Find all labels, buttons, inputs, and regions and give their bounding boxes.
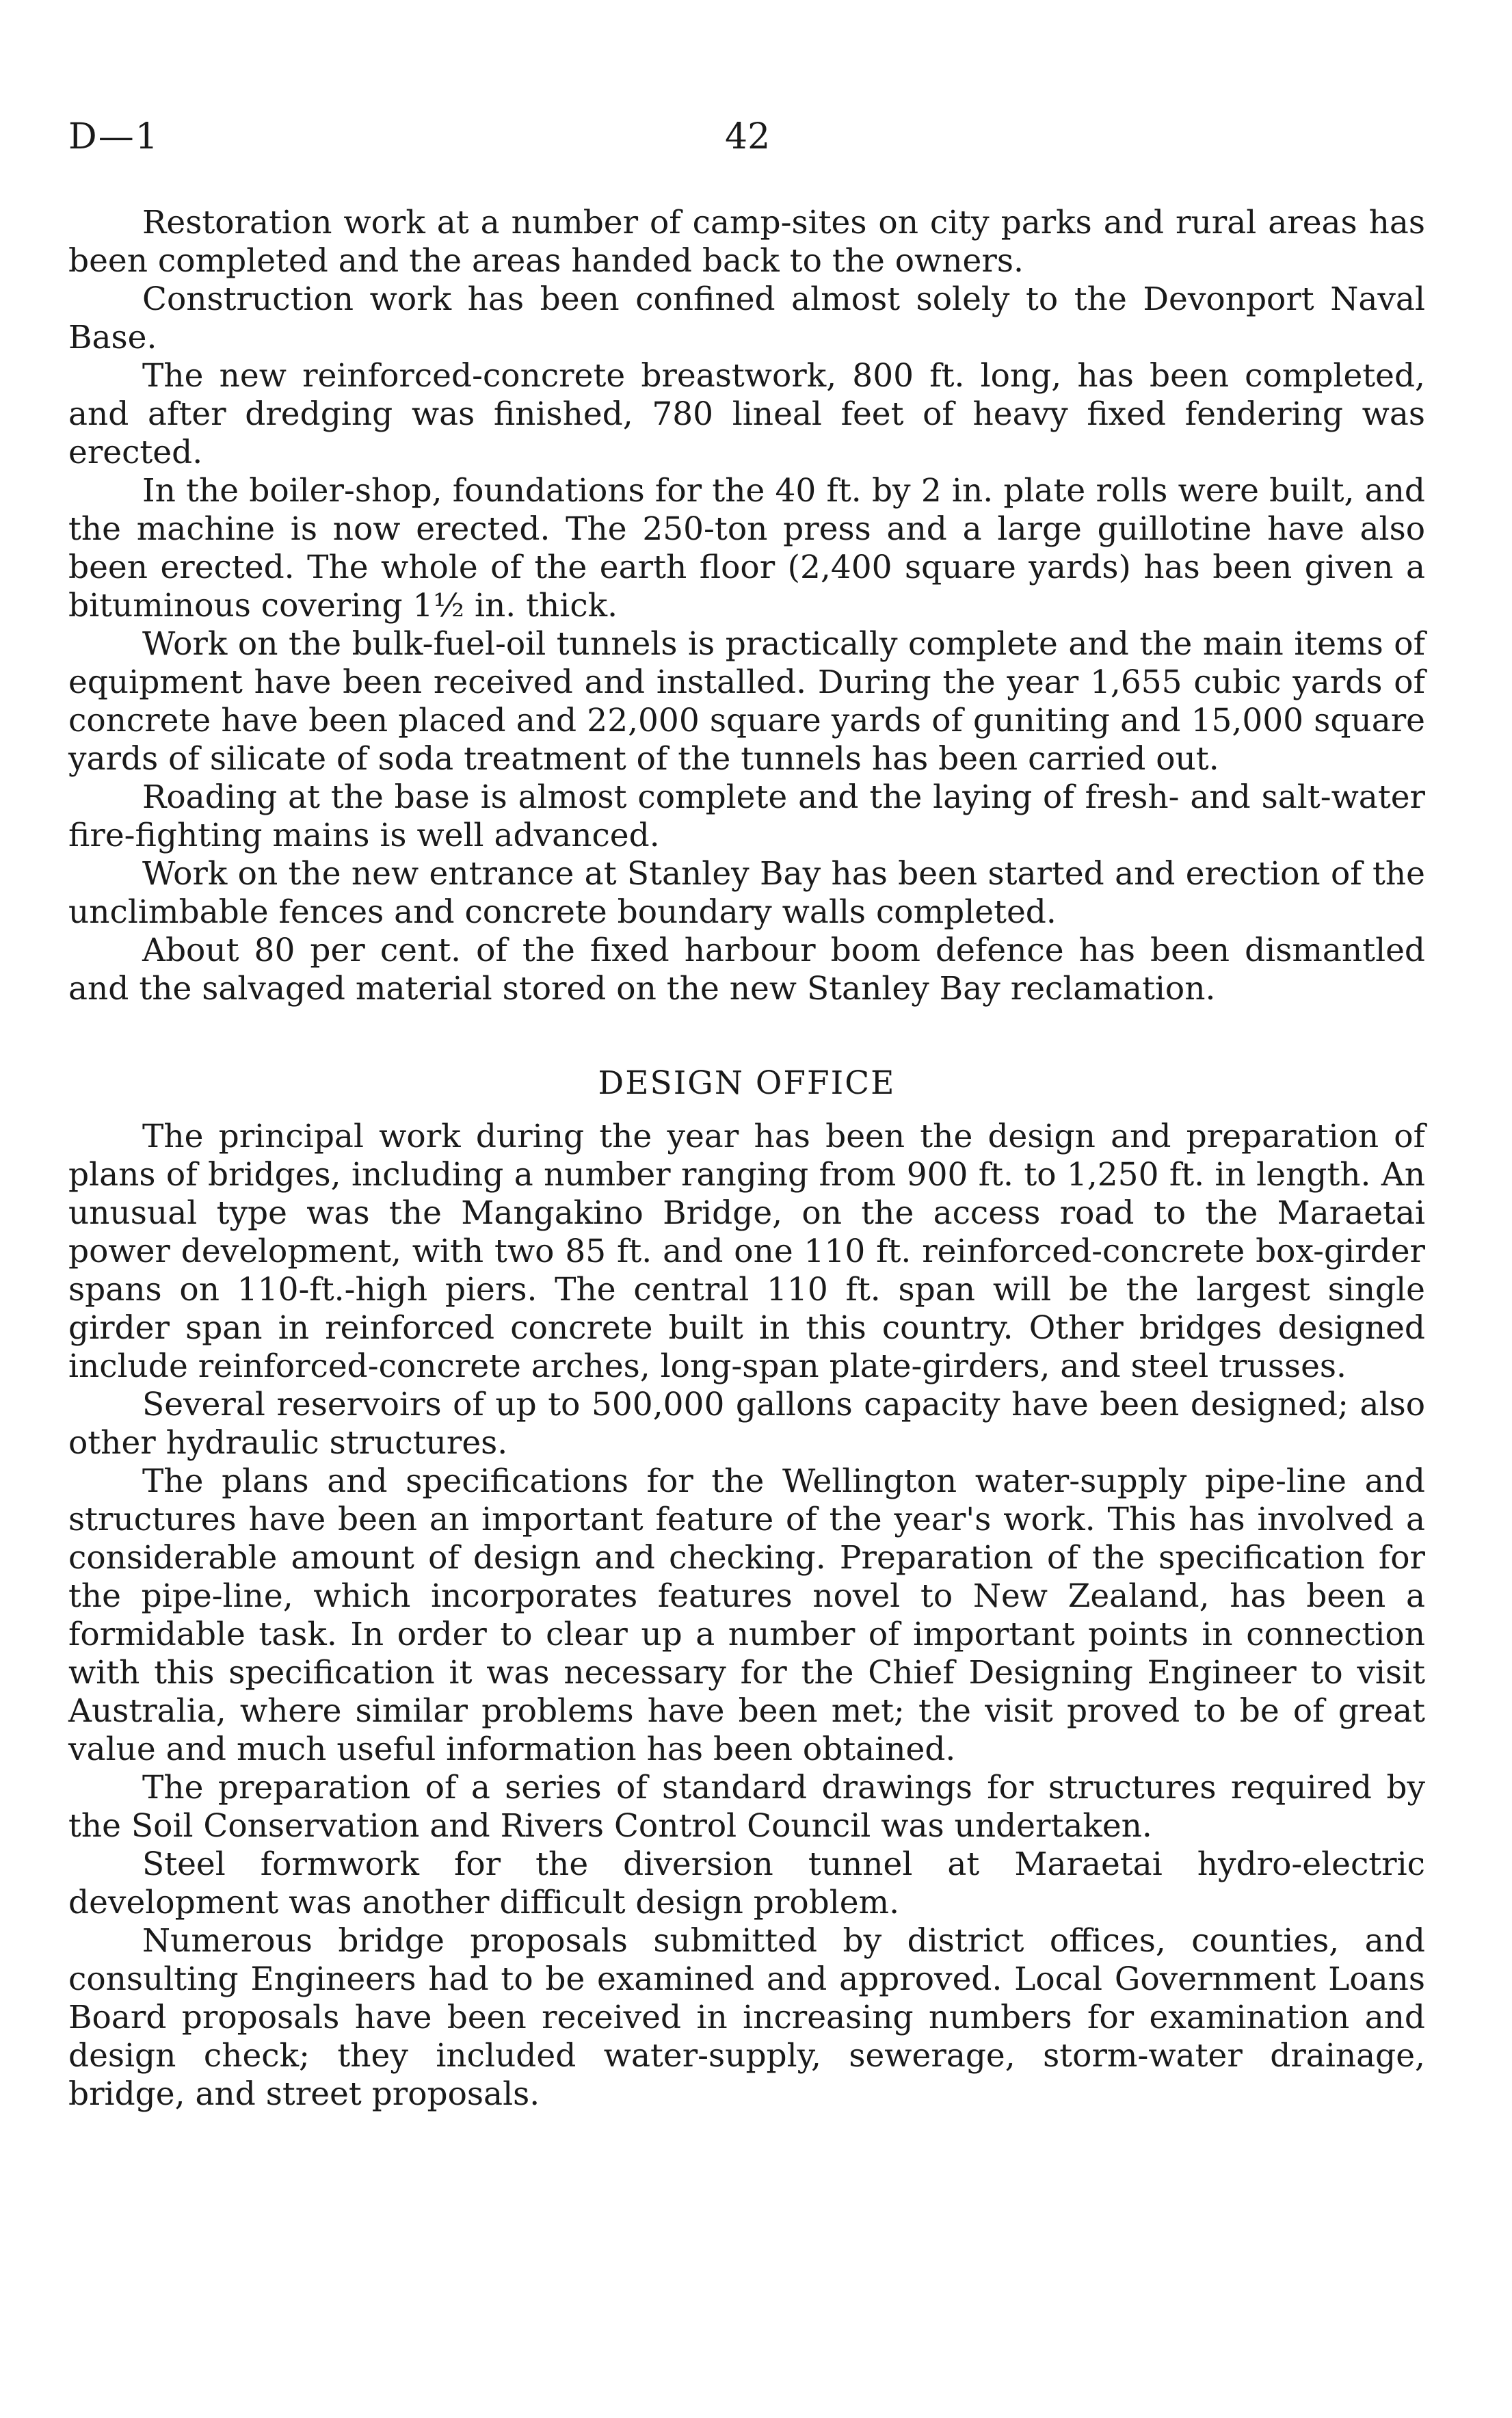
section-heading: DESIGN OFFICE [598, 1064, 896, 1102]
paragraph: The plans and specifications for the Wellington water-supply pipe-line and structures have been an important feature of the year's work. This has involved a considerable amount of design and checking. Preparation of the specification for the pipe-line, which incorporates features novel to New Zealand, has been a formidable task. In order to clear up a number of important points in connection with this specification it was necessary for the Chief Designing Engineer to visit Australia, where similar problems have been met; the visit proved to be of great value and much useful information has been obtained. [68, 1462, 1425, 1768]
paragraph: Restoration work at a number of camp-sites on city parks and rural areas has been completed and the areas handed back to the owners. [68, 204, 1425, 280]
paragraph: The preparation of a series of standard drawings for structures required by the Soil Conservation and Rivers Control Council was undertaken. [68, 1769, 1425, 1845]
paragraph: About 80 per cent. of the fixed harbour boom defence has been dismantled and the salvaged material stored on the new Stanley Bay reclamation. [68, 932, 1425, 1008]
page-number: 42 [725, 116, 771, 157]
paragraph: Construction work has been confined almost solely to the Devonport Naval Base. [68, 280, 1425, 356]
paragraph: Numerous bridge proposals submitted by district offices, counties, and consulting Engineers had to be examined and approved. Local Government Loans Board proposals have been received in increasing numbers for examination and design check; they included water-supply, sewerage, storm-water drainage, bridge, and street proposals. [68, 1922, 1425, 2113]
paragraph: In the boiler-shop, foundations for the 40 ft. by 2 in. plate rolls were built, and the machine is now erected. The 250-ton press and a large guillotine have also been erected. The whole of the earth floor (2,400 square yards) has been given a bituminous covering 1½ in. thick. [68, 472, 1425, 625]
body-text [68, 204, 1425, 2114]
paragraph: The new reinforced-concrete breastwork, 800 ft. long, has been completed, and after dredging was finished, 780 lineal feet of heavy fixed fendering was erected. [68, 357, 1425, 471]
paragraph: The principal work during the year has been the design and preparation of plans of bridges, including a number ranging from 900 ft. to 1,250 ft. in length. An unusual type was the Mangakino Bridge, on the access road to the Maraetai power development, with two 85 ft. and one 110 ft. reinforced-concrete box-girder spans on 110-ft.-high piers. The central 110 ft. span will be the largest single girder span in reinforced concrete built in this country. Other bridges designed include reinforced-concrete arches, long-span plate-girders, and steel trusses. [68, 1118, 1425, 1385]
paragraph: Work on the bulk-fuel-oil tunnels is practically complete and the main items of equipment have been received and installed. During the year 1,655 cubic yards of concrete have been placed and 22,000 square yards of guniting and 15,000 square yards of silicate of soda treatment of the tunnels has been carried out. [68, 625, 1425, 778]
paragraph: Work on the new entrance at Stanley Bay has been started and erection of the unclimbable fences and concrete boundary walls completed. [68, 855, 1425, 931]
paragraph: Steel formwork for the diversion tunnel at Maraetai hydro-electric development was another difficult design problem. [68, 1845, 1425, 1921]
paragraph: Several reservoirs of up to 500,000 gallons capacity have been designed; also other hydraulic structures. [68, 1386, 1425, 1462]
paragraph: Roading at the base is almost complete and the laying of fresh- and salt-water fire-fighting mains is well advanced. [68, 778, 1425, 854]
document-code: D—1 [68, 116, 159, 157]
